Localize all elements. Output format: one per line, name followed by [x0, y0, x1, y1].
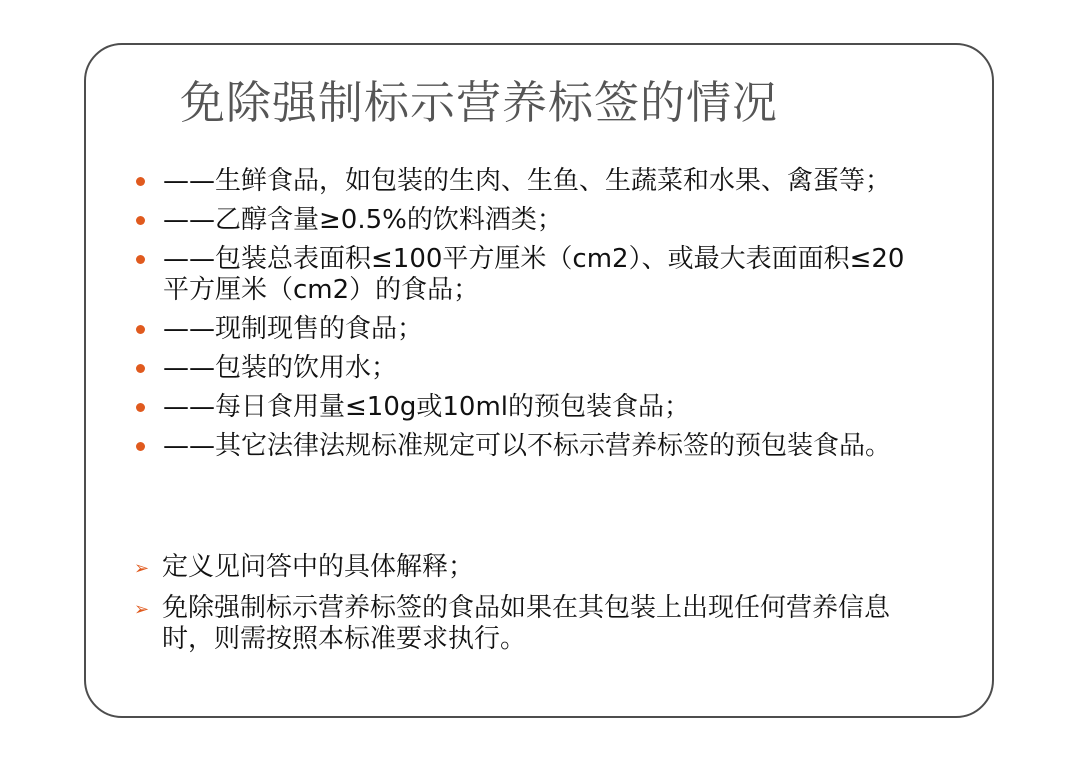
note-item-text: 免除强制标示营养标签的食品如果在其包装上出现任何营养信息时，则需按照本标准要求执行。: [162, 593, 891, 654]
list-item-text: ——每日食用量≤10g或10ml的预包装食品；: [163, 392, 691, 422]
list-item-text: ——包装总表面积≤100平方厘米（cm2）、或最大表面面积≤20平方厘米（cm2）的食品；: [163, 244, 905, 305]
list-item: [128, 314, 928, 345]
slide-title: 免除强制标示营养标签的情况: [180, 76, 779, 129]
notes-list: [134, 552, 934, 665]
bullet-dot-icon: [136, 216, 145, 225]
bullet-dot-icon: [136, 364, 145, 373]
list-item: [128, 205, 928, 236]
note-item: [134, 552, 934, 583]
arrow-bullet-icon: ➢: [134, 558, 150, 579]
bullet-dot-icon: [136, 177, 145, 186]
list-item: [128, 244, 928, 306]
list-item: [128, 431, 928, 462]
list-item: [128, 166, 928, 197]
list-item-text: ——生鲜食品，如包装的生肉、生鱼、生蔬菜和水果、禽蛋等；: [163, 166, 892, 196]
bullet-dot-icon: [136, 325, 145, 334]
bullet-dot-icon: [136, 442, 145, 451]
note-item: [134, 593, 934, 655]
list-item-text: ——乙醇含量≥0.5%的饮料酒类；: [163, 205, 563, 235]
bullet-dot-icon: [136, 255, 145, 264]
note-item-text: 定义见问答中的具体解释；: [162, 552, 475, 582]
list-item-text: ——现制现售的食品；: [163, 314, 424, 344]
list-item: [128, 353, 928, 384]
bullet-dot-icon: [136, 403, 145, 412]
arrow-bullet-icon: ➢: [134, 599, 150, 620]
list-item: [128, 392, 928, 423]
list-item-text: ——包装的饮用水；: [163, 353, 398, 383]
list-item-text: ——其它法律法规标准规定可以不标示营养标签的预包装食品。: [163, 431, 892, 461]
exemption-list: [128, 166, 928, 470]
